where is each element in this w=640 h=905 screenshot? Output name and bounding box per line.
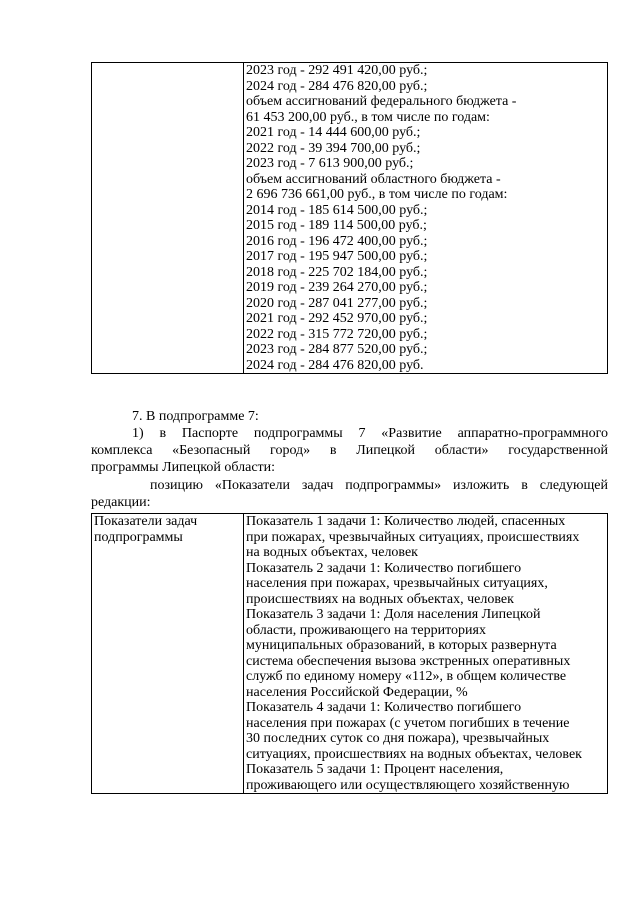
indicator-line: области, проживающего на территориях xyxy=(246,622,486,638)
funding-line: 2014 год - 185 614 500,00 руб.; xyxy=(246,202,428,218)
funding-table xyxy=(91,62,608,374)
funding-line: 2023 год - 284 877 520,00 руб.; xyxy=(246,342,428,357)
table-row xyxy=(92,63,608,374)
indicator-line: служб по единому номеру «112», в общем количестве xyxy=(246,669,567,684)
label-line: Показатели задач xyxy=(94,514,198,529)
indicators-table xyxy=(91,513,608,794)
funding-line: 2 696 736 661,00 руб., в том числе по годам: xyxy=(246,187,508,202)
funding-cell xyxy=(244,63,608,374)
indicator-line: Показатель 3 задачи 1: Доля населения Липецкой xyxy=(246,607,541,622)
funding-line: 2020 год - 287 041 277,00 руб.; xyxy=(246,295,428,311)
funding-line: 2016 год - 196 472 400,00 руб.; xyxy=(246,233,428,249)
funding-line: 2021 год - 14 444 600,00 руб.; xyxy=(246,125,421,140)
funding-line: 2018 год - 225 702 184,00 руб.; xyxy=(246,264,428,280)
funding-line: 2023 год - 292 491 420,00 руб.; xyxy=(246,63,428,78)
paragraph-line: 1) в Паспорте подпрограммы 7 «Развитие аппаратно-программного xyxy=(132,426,608,441)
table-cell-empty xyxy=(92,63,244,374)
indicator-line: Показатель 1 задачи 1: Количество людей, спасенных xyxy=(246,514,566,529)
paragraph-line: позицию «Показатели задач подпрограммы» изложить в следующей xyxy=(150,478,608,493)
funding-line: 2021 год - 292 452 970,00 руб.; xyxy=(246,311,428,326)
indicator-line: Показатель 2 задачи 1: Количество погибшего xyxy=(246,560,522,576)
funding-line: 2024 год - 284 476 820,00 руб. xyxy=(246,357,424,373)
paragraph-item-7: 7. В подпрограмме 7: xyxy=(132,409,259,424)
indicator-line: ситуациях, происшествиях на водных объектах, человек xyxy=(246,746,582,762)
funding-line: 2019 год - 239 264 270,00 руб.; xyxy=(246,280,428,295)
indicator-line: населения Российской Федерации, % xyxy=(246,684,468,700)
indicator-line: при пожарах, чрезвычайных ситуациях, происшествиях xyxy=(246,529,580,545)
indicator-line: 30 последних суток со дня пожара), чрезвычайных xyxy=(246,731,550,746)
paragraph-line: комплекса «Безопасный город» в Липецкой области» государственной xyxy=(91,443,608,458)
indicator-line: система обеспечения вызова экстренных оперативных xyxy=(246,653,571,669)
indicator-line: населения при пожарах, чрезвычайных ситуациях, xyxy=(246,576,548,591)
funding-line: объем ассигнований федерального бюджета - xyxy=(246,94,517,109)
paragraph-line: редакции: xyxy=(91,495,151,510)
funding-line: объем ассигнований областного бюджета - xyxy=(246,171,501,187)
funding-line: 2022 год - 39 394 700,00 руб.; xyxy=(246,140,421,156)
funding-line: 2015 год - 189 114 500,00 руб.; xyxy=(246,218,427,233)
funding-line: 2022 год - 315 772 720,00 руб.; xyxy=(246,326,428,342)
funding-line: 2023 год - 7 613 900,00 руб.; xyxy=(246,156,414,171)
indicator-line: на водных объектах, человек xyxy=(246,545,418,560)
indicator-line: населения при пожарах (с учетом погибших в течение xyxy=(246,715,570,731)
label-line: подпрограммы xyxy=(94,529,183,545)
indicator-line: Показатель 4 задачи 1: Количество погибшего xyxy=(246,700,522,715)
indicator-line: проживающего или осуществляющего хозяйственную xyxy=(246,777,570,793)
funding-line: 2017 год - 195 947 500,00 руб.; xyxy=(246,249,428,264)
indicator-line: происшествиях на водных объектах, человек xyxy=(246,591,514,607)
funding-line: 2024 год - 284 476 820,00 руб.; xyxy=(246,78,428,94)
indicator-line: муниципальных образований, в которых развернута xyxy=(246,638,557,653)
indicator-line: Показатель 5 задачи 1: Процент населения, xyxy=(246,762,504,777)
indicators-value-cell xyxy=(244,514,608,794)
funding-line: 61 453 200,00 руб., в том числе по годам: xyxy=(246,109,490,125)
indicators-label-cell xyxy=(92,514,244,794)
table-row xyxy=(92,514,608,794)
paragraph-line: программы Липецкой области: xyxy=(91,460,276,475)
